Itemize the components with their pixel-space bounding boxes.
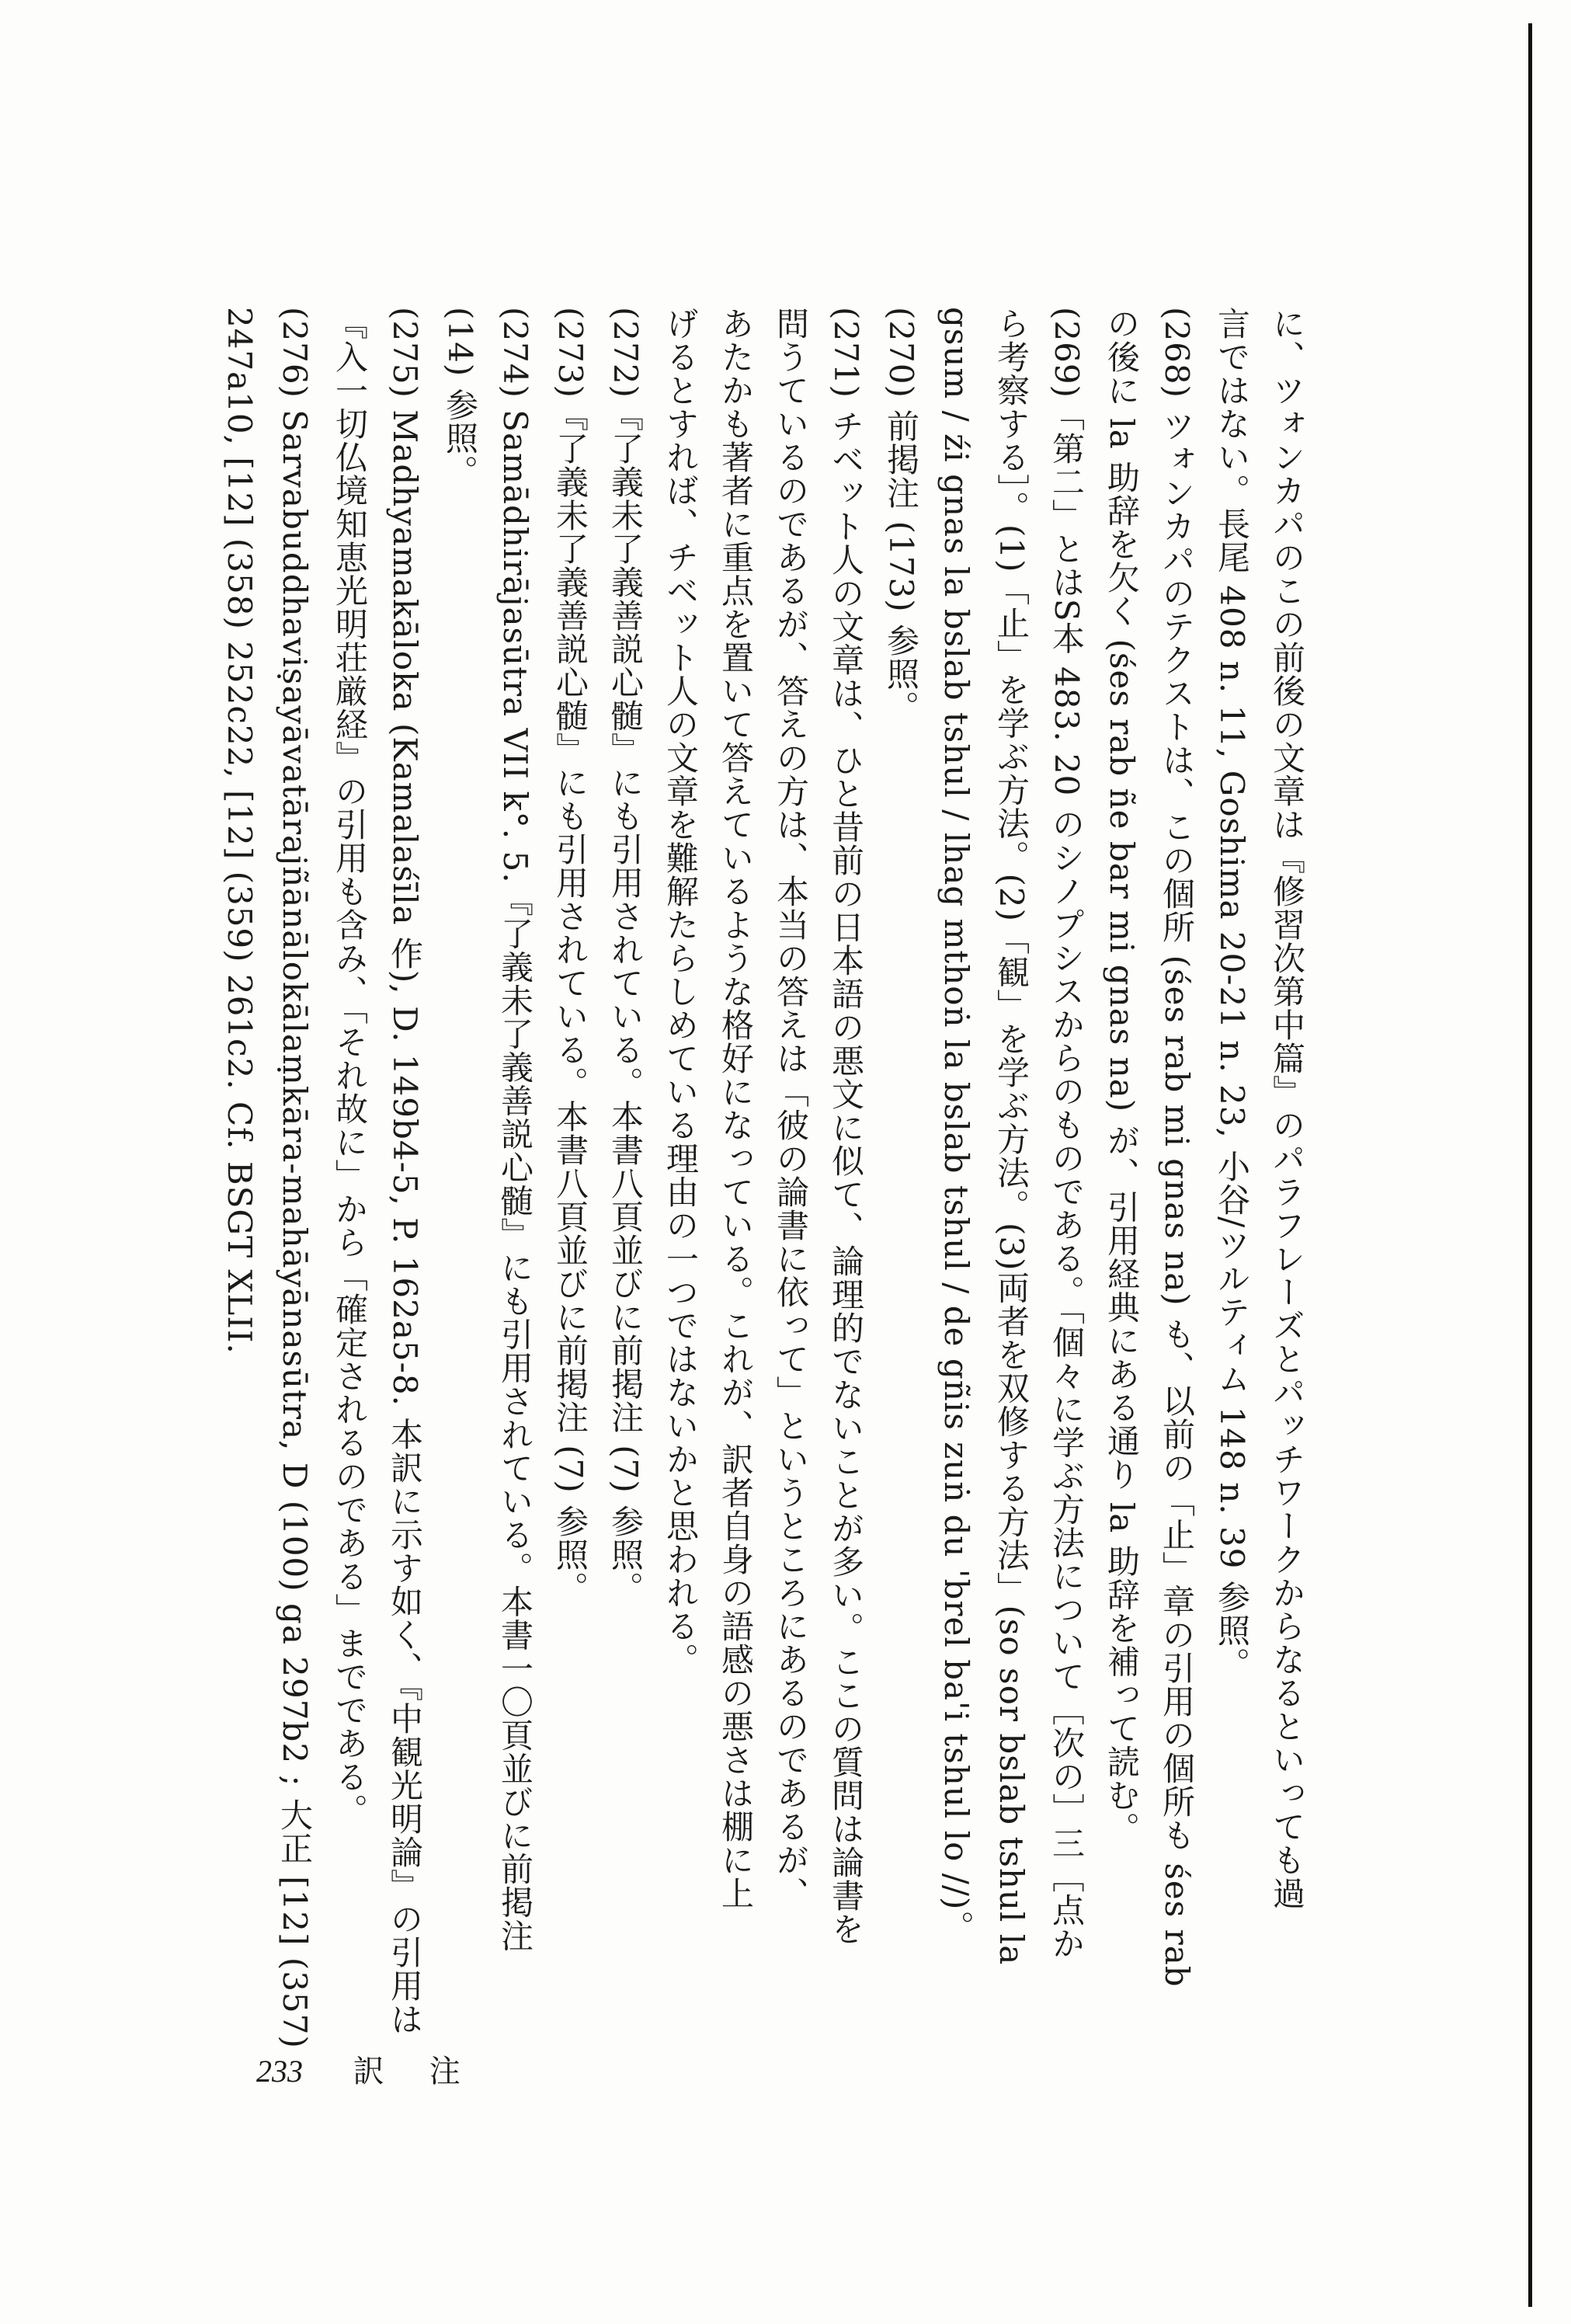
text-line: 問うているのであるが、答えの方は、本当の答えは「彼の論書に依って」というところにあるのであるが、 (772, 307, 810, 1910)
annotation-text-block (212, 307, 1315, 2049)
note-274: (274) Samādhirājasūtra VII k°. 5.『了義未了義善説心髄』にも引用されている。本書一〇頁並びに前掲注 (496, 307, 534, 1953)
note-276: (276) Sarvabuddhaviṣayāvatārajñānālokālaṃkāra-mahāyānasūtra, D (100) ga 297b2 ; 大正 [12] (357) (276, 307, 314, 2049)
note-273: (273)『了義未了義善説心髄』にも引用されている。本書八頁並びに前掲注 (7) 参照。 (551, 307, 589, 1606)
text-line: 247a10, [12] (358) 252c22, [12] (359) 261c2. Cf. BSGT XLII. (221, 307, 259, 1355)
text-line: gsum / źi gnas la bslab tshul / lhag mthoṅ la bslab tshul / de gñis zuṅ du 'brel ba'i tshul lo //)。 (937, 307, 975, 1944)
note-268: (268) ツォンカパのテクストは、この個所 (śes rab mi gnas na) も、以前の「止」章の引用の個所も śes rab (1158, 307, 1196, 1988)
note-272: (272)『了義未了義善説心髄』にも引用されている。本書八頁並びに前掲注 (7) 参照。 (607, 307, 645, 1606)
text-line: あたかも著者に重点を置いて答えているような格好になっている。これが、訳者自身の語感の悪さは棚に上 (717, 307, 755, 1910)
page-number: 233 (256, 2054, 303, 2089)
note-275: (275) Madhyamakāloka (Kamalaśīla 作), D. 149b4-5, P. 162a5-8. 本訳に示す如く、『中観光明論』の引用は (386, 307, 424, 2037)
note-269: (269)「第二」とはS本 483. 20 のシノプシスからのものである。「個々に学ぶ方法について［次の］三［点か (1048, 307, 1086, 1960)
page-footer (256, 2047, 506, 2091)
text-line: ら考察する］。(1)「止」を学ぶ方法。(2)「観」を学ぶ方法。(3)両者を双修する方法」(so sor bslab tshul la (992, 307, 1031, 1966)
text-line: 『入一切仏境知恵光明荘厳経』の引用も含み、「それ故に」から「確定されるのである」までである。 (331, 307, 369, 1827)
note-271: (271) チベット人の文章は、ひと昔前の日本語の悪文に似て、論理的でないことが多い。ここの質問は論書を (827, 307, 865, 1947)
text-line: の後に la 助辞を欠く (śes rab ñe bar mi gnas na) が、引用経典にある通り la 助辞を補って読む。 (1103, 307, 1141, 1846)
page-edge-rule (1528, 23, 1532, 2307)
text-line: 言ではない。長尾 408 n. 11, Goshima 20-21 n. 23, 小谷/ツルティム 148 n. 39 参照。 (1213, 307, 1251, 1681)
text-line: に、ツォンカパのこの前後の文章は『修習次第中篇』のパラフレーズとパッチワークからなるといっても過 (1268, 307, 1306, 1910)
text-line: げるとすれば、チベット人の文章を難解たらしめている理由の一つではないかと思われる。 (662, 307, 700, 1676)
running-title: 訳注 (353, 2054, 506, 2089)
note-270: (270) 前掲注 (173) 参照。 (882, 307, 920, 724)
text-line: (14) 参照。 (441, 307, 479, 489)
